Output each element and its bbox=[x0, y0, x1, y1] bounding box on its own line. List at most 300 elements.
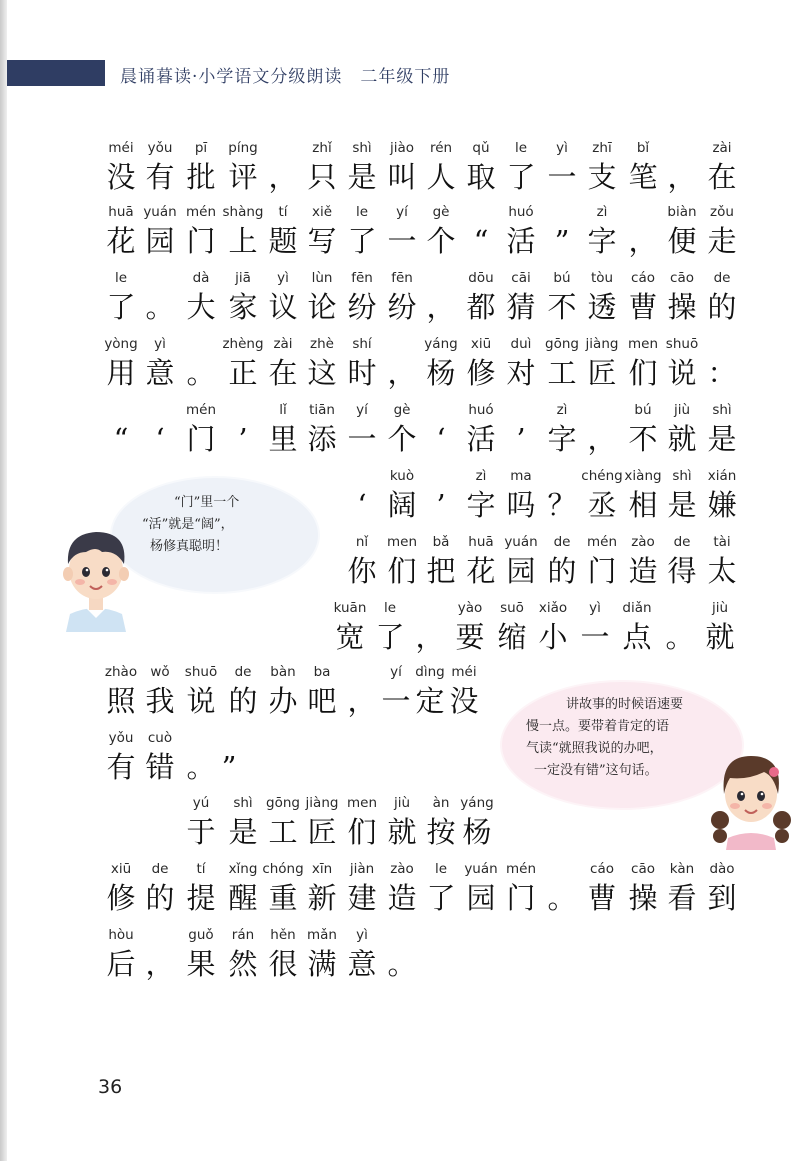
pinyin: shì bbox=[352, 140, 372, 156]
char-cell bbox=[342, 140, 382, 202]
hanzi: 阔 bbox=[387, 488, 417, 522]
hanzi: 建 bbox=[347, 881, 377, 915]
char-cell bbox=[702, 204, 742, 266]
hanzi: 纷 bbox=[387, 290, 417, 324]
pinyin: tòu bbox=[590, 270, 614, 286]
hanzi: 门 bbox=[186, 224, 216, 258]
hanzi: 门 bbox=[186, 422, 216, 456]
hanzi: 添 bbox=[307, 422, 337, 456]
punctuation: ， bbox=[387, 356, 417, 390]
char-cell bbox=[101, 336, 141, 398]
char-cell bbox=[575, 600, 615, 662]
char-cell bbox=[702, 402, 742, 464]
char-cell bbox=[623, 270, 663, 332]
hanzi: 就 bbox=[667, 422, 697, 456]
char-cell bbox=[140, 927, 180, 989]
pinyin: chóng bbox=[262, 861, 304, 877]
pinyin: méi bbox=[451, 664, 477, 680]
punctuation: ” bbox=[221, 750, 237, 784]
pinyin: jiù bbox=[673, 402, 691, 418]
punctuation: 。 bbox=[186, 356, 216, 390]
pinyin: xīn bbox=[311, 861, 333, 877]
char-cell bbox=[263, 204, 303, 266]
text-line bbox=[0, 204, 800, 266]
hanzi: 活 bbox=[466, 422, 496, 456]
punctuation: ， bbox=[145, 947, 175, 981]
char-cell bbox=[501, 468, 541, 530]
char-cell bbox=[542, 270, 582, 332]
text-line bbox=[0, 730, 800, 792]
pinyin: bǎ bbox=[432, 534, 450, 550]
char-cell bbox=[382, 204, 422, 266]
punctuation: 。 bbox=[145, 290, 175, 324]
char-cell bbox=[702, 336, 742, 398]
pinyin: ma bbox=[510, 468, 532, 484]
hanzi: 得 bbox=[667, 554, 697, 588]
hanzi: 丞 bbox=[587, 488, 617, 522]
hanzi: 支 bbox=[587, 160, 617, 194]
char-cell bbox=[302, 402, 342, 464]
pinyin: men bbox=[386, 534, 418, 550]
pinyin: dào bbox=[709, 861, 735, 877]
hanzi: 重 bbox=[268, 881, 298, 915]
char-cell bbox=[263, 927, 303, 989]
hanzi: 这 bbox=[307, 356, 337, 390]
hanzi: 不 bbox=[628, 422, 658, 456]
hanzi: 用 bbox=[106, 356, 136, 390]
pinyin: huā bbox=[108, 204, 134, 220]
char-cell bbox=[461, 402, 501, 464]
pinyin: hěn bbox=[270, 927, 296, 943]
char-cell bbox=[140, 402, 180, 464]
girl-bubble-line-1: 讲故事的时候语速要 bbox=[566, 697, 684, 712]
text-line bbox=[0, 402, 800, 464]
hanzi: 办 bbox=[268, 684, 298, 718]
hanzi: 了 bbox=[426, 881, 456, 915]
char-cell bbox=[342, 336, 382, 398]
char-cell bbox=[342, 927, 382, 989]
char-cell bbox=[662, 534, 702, 596]
hanzi: 叫 bbox=[387, 160, 417, 194]
char-cell bbox=[101, 730, 141, 792]
char-cell bbox=[501, 402, 541, 464]
pinyin: qǔ bbox=[472, 140, 490, 156]
pinyin: mǎn bbox=[307, 927, 337, 943]
pinyin: xiū bbox=[470, 336, 492, 352]
hanzi: 走 bbox=[707, 224, 737, 258]
hanzi: 曹 bbox=[628, 290, 658, 324]
char-cell bbox=[702, 534, 742, 596]
char-cell bbox=[461, 336, 501, 398]
hanzi: 里 bbox=[268, 422, 298, 456]
text-line bbox=[0, 861, 800, 923]
pinyin: shàng bbox=[222, 204, 264, 220]
punctuation: 。 bbox=[186, 750, 216, 784]
hanzi: 只 bbox=[307, 160, 337, 194]
hanzi: 不 bbox=[547, 290, 577, 324]
char-cell bbox=[623, 402, 663, 464]
text-line bbox=[0, 140, 800, 202]
char-cell bbox=[582, 402, 622, 464]
char-cell bbox=[263, 140, 303, 202]
char-cell bbox=[342, 402, 382, 464]
char-cell bbox=[263, 664, 303, 726]
pinyin: kuò bbox=[389, 468, 415, 484]
char-cell bbox=[302, 204, 342, 266]
hanzi: 一 bbox=[381, 684, 411, 718]
char-cell bbox=[623, 534, 663, 596]
hanzi: 杨 bbox=[426, 356, 456, 390]
pinyin: xǐng bbox=[228, 861, 258, 877]
char-cell bbox=[223, 927, 263, 989]
char-cell bbox=[342, 270, 382, 332]
hanzi: 透 bbox=[587, 290, 617, 324]
pinyin: kàn bbox=[669, 861, 695, 877]
pinyin: xiǎo bbox=[538, 600, 568, 616]
char-cell bbox=[342, 795, 382, 857]
pinyin: yòng bbox=[104, 336, 138, 352]
hanzi: 一 bbox=[547, 160, 577, 194]
char-cell bbox=[101, 402, 141, 464]
hanzi: 一 bbox=[347, 422, 377, 456]
char-cell bbox=[140, 664, 180, 726]
char-cell bbox=[501, 140, 541, 202]
char-cell bbox=[582, 861, 622, 923]
hanzi: 是 bbox=[667, 488, 697, 522]
char-cell bbox=[617, 600, 657, 662]
pinyin: fēn bbox=[351, 270, 373, 286]
pinyin: cāi bbox=[511, 270, 531, 286]
pinyin: de bbox=[673, 534, 691, 550]
hanzi: 时 bbox=[347, 356, 377, 390]
girl-bubble-line-3: 气读“就照我说的办吧， bbox=[526, 741, 663, 756]
char-cell bbox=[533, 600, 573, 662]
char-cell bbox=[421, 204, 461, 266]
pinyin: shì bbox=[712, 402, 732, 418]
hanzi: 一 bbox=[387, 224, 417, 258]
hanzi: 的 bbox=[145, 881, 175, 915]
hanzi: 猜 bbox=[506, 290, 536, 324]
hanzi: 对 bbox=[506, 356, 536, 390]
char-cell bbox=[582, 468, 622, 530]
pinyin: xián bbox=[707, 468, 737, 484]
hanzi: 门 bbox=[587, 554, 617, 588]
char-cell bbox=[101, 140, 141, 202]
text-line bbox=[0, 927, 800, 989]
pinyin: guǒ bbox=[188, 927, 214, 943]
pinyin: bú bbox=[553, 270, 571, 286]
char-cell bbox=[623, 468, 663, 530]
char-cell bbox=[450, 600, 490, 662]
hanzi: 园 bbox=[145, 224, 175, 258]
pinyin: zhào bbox=[104, 664, 138, 680]
hanzi: 家 bbox=[228, 290, 258, 324]
punctuation: ’ bbox=[436, 488, 446, 522]
hanzi: 个 bbox=[387, 422, 417, 456]
char-cell bbox=[223, 270, 263, 332]
pinyin: shuō bbox=[184, 664, 218, 680]
pinyin: zhǐ bbox=[312, 140, 332, 156]
pinyin: cāo bbox=[670, 270, 694, 286]
pinyin: gè bbox=[393, 402, 411, 418]
pinyin: men bbox=[346, 795, 378, 811]
char-cell bbox=[302, 270, 342, 332]
hanzi: 嫌 bbox=[707, 488, 737, 522]
hanzi: 醒 bbox=[228, 881, 258, 915]
hanzi: 的 bbox=[547, 554, 577, 588]
punctuation: ， bbox=[347, 684, 377, 718]
pinyin: mén bbox=[185, 204, 217, 220]
text-line bbox=[0, 336, 800, 398]
pinyin: kuān bbox=[333, 600, 367, 616]
char-cell bbox=[501, 270, 541, 332]
hanzi: 人 bbox=[426, 160, 456, 194]
char-cell bbox=[302, 861, 342, 923]
hanzi: 是 bbox=[228, 815, 258, 849]
pinyin: men bbox=[627, 336, 659, 352]
pinyin: jiā bbox=[235, 270, 251, 286]
hanzi: 纷 bbox=[347, 290, 377, 324]
hanzi: 要 bbox=[455, 620, 485, 654]
pinyin: àn bbox=[432, 795, 450, 811]
hanzi: 照 bbox=[106, 684, 136, 718]
hanzi: 取 bbox=[466, 160, 496, 194]
char-cell bbox=[263, 861, 303, 923]
pinyin: zào bbox=[390, 861, 414, 877]
pinyin: méi bbox=[108, 140, 134, 156]
char-cell bbox=[302, 664, 342, 726]
char-cell bbox=[181, 402, 221, 464]
pinyin: yuán bbox=[143, 204, 177, 220]
hanzi: 是 bbox=[347, 160, 377, 194]
char-cell bbox=[181, 664, 221, 726]
char-cell bbox=[501, 336, 541, 398]
char-cell bbox=[223, 664, 263, 726]
pinyin: le bbox=[383, 600, 397, 616]
char-cell bbox=[457, 795, 497, 857]
char-cell bbox=[421, 140, 461, 202]
hanzi: 了 bbox=[506, 160, 536, 194]
char-cell bbox=[501, 534, 541, 596]
char-cell bbox=[181, 927, 221, 989]
hanzi: 匠 bbox=[307, 815, 337, 849]
pinyin: mén bbox=[185, 402, 217, 418]
char-cell bbox=[623, 204, 663, 266]
punctuation: “ bbox=[113, 422, 129, 456]
pinyin: tí bbox=[278, 204, 288, 220]
punctuation: ？ bbox=[547, 488, 577, 522]
char-cell bbox=[140, 140, 180, 202]
char-cell bbox=[421, 270, 461, 332]
hanzi: 工 bbox=[547, 356, 577, 390]
hanzi: 提 bbox=[186, 881, 216, 915]
pinyin: de bbox=[151, 861, 169, 877]
hanzi: 门 bbox=[506, 881, 536, 915]
hanzi: 的 bbox=[707, 290, 737, 324]
hanzi: 便 bbox=[667, 224, 697, 258]
hanzi: 都 bbox=[466, 290, 496, 324]
char-cell bbox=[263, 402, 303, 464]
char-cell bbox=[223, 204, 263, 266]
hanzi: 们 bbox=[628, 356, 658, 390]
hanzi: 修 bbox=[106, 881, 136, 915]
char-cell bbox=[582, 204, 622, 266]
pinyin: le bbox=[114, 270, 128, 286]
pinyin: cāo bbox=[631, 861, 655, 877]
char-cell bbox=[662, 270, 702, 332]
pinyin: pī bbox=[194, 140, 208, 156]
pinyin: hòu bbox=[108, 927, 134, 943]
hanzi: 匠 bbox=[587, 356, 617, 390]
pinyin: bǐ bbox=[636, 140, 650, 156]
char-cell bbox=[542, 468, 582, 530]
char-cell bbox=[501, 204, 541, 266]
char-cell bbox=[382, 861, 422, 923]
pinyin: jiàn bbox=[349, 861, 375, 877]
hanzi: 们 bbox=[347, 815, 377, 849]
pinyin: zhī bbox=[592, 140, 612, 156]
hanzi: 定 bbox=[415, 684, 445, 718]
hanzi: 工 bbox=[268, 815, 298, 849]
char-cell bbox=[181, 795, 221, 857]
char-cell bbox=[181, 336, 221, 398]
pinyin: nǐ bbox=[355, 534, 369, 550]
char-cell bbox=[342, 204, 382, 266]
pinyin: bàn bbox=[270, 664, 296, 680]
hanzi: 花 bbox=[106, 224, 136, 258]
pinyin: gōng bbox=[266, 795, 300, 811]
hanzi: 曹 bbox=[587, 881, 617, 915]
hanzi: 的 bbox=[228, 684, 258, 718]
char-cell bbox=[623, 861, 663, 923]
char-cell bbox=[101, 861, 141, 923]
pinyin: yǒu bbox=[108, 730, 134, 746]
char-cell bbox=[263, 270, 303, 332]
char-cell bbox=[209, 730, 249, 792]
char-cell bbox=[461, 140, 501, 202]
pinyin: mén bbox=[586, 534, 618, 550]
char-cell bbox=[302, 927, 342, 989]
char-cell bbox=[492, 600, 532, 662]
pinyin: bú bbox=[634, 402, 652, 418]
char-cell bbox=[582, 336, 622, 398]
punctuation: ， bbox=[628, 224, 658, 258]
pinyin: shì bbox=[233, 795, 253, 811]
char-cell bbox=[582, 534, 622, 596]
hanzi: 就 bbox=[705, 620, 735, 654]
char-cell bbox=[370, 600, 410, 662]
hanzi: 造 bbox=[387, 881, 417, 915]
header-bar bbox=[7, 60, 105, 86]
boy-bubble-line-3: 杨修真聪明！ bbox=[150, 539, 229, 554]
punctuation: ， bbox=[667, 160, 697, 194]
hanzi: 正 bbox=[228, 356, 258, 390]
hanzi: 了 bbox=[375, 620, 405, 654]
char-cell bbox=[410, 600, 450, 662]
char-cell bbox=[223, 795, 263, 857]
char-cell bbox=[662, 468, 702, 530]
hanzi: 我 bbox=[145, 684, 175, 718]
text-line bbox=[0, 795, 800, 857]
pinyin: suō bbox=[500, 600, 524, 616]
pinyin: le bbox=[514, 140, 528, 156]
hanzi: 了 bbox=[347, 224, 377, 258]
char-cell bbox=[382, 336, 422, 398]
hanzi: 一 bbox=[580, 620, 610, 654]
pinyin: shuō bbox=[665, 336, 699, 352]
hanzi: 吧 bbox=[307, 684, 337, 718]
pinyin: zài bbox=[712, 140, 732, 156]
hanzi: 说 bbox=[667, 356, 697, 390]
char-cell bbox=[382, 795, 422, 857]
char-cell bbox=[702, 270, 742, 332]
pinyin: yuán bbox=[504, 534, 538, 550]
hanzi: 没 bbox=[449, 684, 479, 718]
punctuation: 。 bbox=[665, 620, 695, 654]
pinyin: dìng bbox=[415, 664, 445, 680]
hanzi: 操 bbox=[667, 290, 697, 324]
hanzi: 题 bbox=[268, 224, 298, 258]
pinyin: tí bbox=[196, 861, 206, 877]
hanzi: 字 bbox=[466, 488, 496, 522]
hanzi: 批 bbox=[186, 160, 216, 194]
pinyin: lǐ bbox=[279, 402, 287, 418]
pinyin: zì bbox=[556, 402, 568, 418]
pinyin: yí bbox=[356, 402, 368, 418]
text-line bbox=[0, 600, 800, 662]
char-cell bbox=[101, 927, 141, 989]
char-cell bbox=[421, 336, 461, 398]
hanzi: 把 bbox=[426, 554, 456, 588]
pinyin: shí bbox=[352, 336, 372, 352]
hanzi: 点 bbox=[622, 620, 652, 654]
pinyin: yí bbox=[396, 204, 408, 220]
pinyin: xiě bbox=[311, 204, 333, 220]
hanzi: 活 bbox=[506, 224, 536, 258]
hanzi: 按 bbox=[426, 815, 456, 849]
char-cell bbox=[302, 795, 342, 857]
char-cell bbox=[702, 468, 742, 530]
char-cell bbox=[342, 468, 382, 530]
hanzi: 到 bbox=[707, 881, 737, 915]
char-cell bbox=[382, 270, 422, 332]
char-cell bbox=[382, 140, 422, 202]
char-cell bbox=[263, 336, 303, 398]
hanzi: 笔 bbox=[628, 160, 658, 194]
pinyin: zì bbox=[596, 204, 608, 220]
char-cell bbox=[302, 336, 342, 398]
pinyin: jiàng bbox=[585, 336, 619, 352]
hanzi: 新 bbox=[307, 881, 337, 915]
pinyin: yì bbox=[589, 600, 601, 616]
char-cell bbox=[623, 140, 663, 202]
pinyin: zào bbox=[631, 534, 655, 550]
text-line bbox=[0, 534, 800, 596]
char-cell bbox=[542, 204, 582, 266]
punctuation: ’ bbox=[238, 422, 248, 456]
char-cell bbox=[662, 402, 702, 464]
char-cell bbox=[662, 140, 702, 202]
char-cell bbox=[542, 336, 582, 398]
hanzi: 杨 bbox=[462, 815, 492, 849]
hanzi: 太 bbox=[707, 554, 737, 588]
char-cell bbox=[263, 795, 303, 857]
pinyin: yí bbox=[390, 664, 402, 680]
char-cell bbox=[421, 534, 461, 596]
char-cell bbox=[223, 336, 263, 398]
char-cell bbox=[181, 204, 221, 266]
char-cell bbox=[342, 861, 382, 923]
